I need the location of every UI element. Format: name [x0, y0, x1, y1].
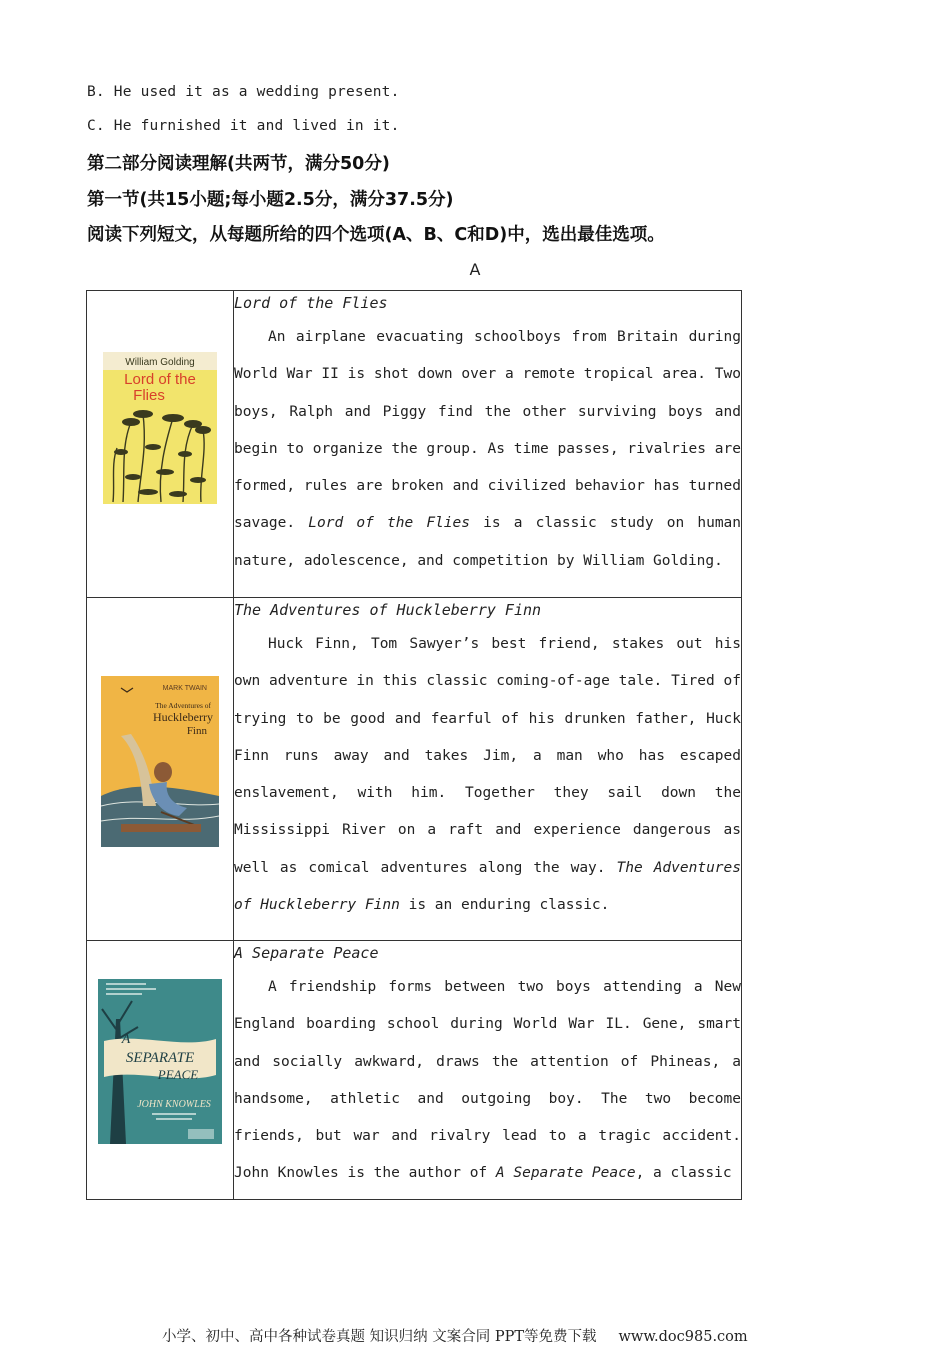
book-title: The Adventures of Huckleberry Finn [234, 601, 542, 619]
book-title: Lord of the Flies [234, 294, 388, 312]
option-c: C. He furnished it and lived in it. [87, 118, 400, 134]
page-footer [162, 1325, 748, 1346]
book-row [87, 291, 742, 598]
book-description: An airplane evacuating schoolboys from Britain during World War II is shot down over a remote tropical area. Two boys, Ralph and Piggy find the other surviving boys and begin to organize the group. As time passes, rivalries are formed, rules are broken and civilized behavior has turned savage. Lord of the Flies is a classic study on human nature, adolescence, and competition by William Golding. [234, 329, 742, 569]
passage-letter: A [469, 260, 481, 279]
svg-text:Finn: Finn [186, 725, 207, 737]
a-separate-peace-cover-image [98, 979, 222, 1144]
book-text-cell [234, 941, 742, 1200]
book-text-cell [234, 598, 742, 941]
svg-text:The Adventures of: The Adventures of [155, 701, 211, 710]
option-b: B. He used it as a wedding present. [87, 84, 400, 100]
huckleberry-finn-cover-image [101, 676, 219, 847]
svg-text:Flies: Flies [133, 387, 165, 404]
cover-cell [87, 291, 234, 598]
cover-cell [87, 941, 234, 1200]
svg-text:A: A [121, 1032, 131, 1047]
book-row [87, 941, 742, 1200]
footer-url[interactable]: www.doc985.com [618, 1329, 748, 1345]
book-title: A Separate Peace [234, 944, 379, 962]
svg-text:William Golding: William Golding [125, 357, 195, 368]
svg-text:JOHN KNOWLES: JOHN KNOWLES [137, 1099, 211, 1110]
svg-text:SEPARATE: SEPARATE [125, 1050, 195, 1066]
book-description: A friendship forms between two boys attending a New England boarding school during World War IL. Gene, smart and socially awkward, draws the attention of Phineas, a handsome, athletic and outgoing boy. The two become friends, but war and rivalry lead to a tragic accident. John Knowles is the author of A Separate Peace, a classic [234, 979, 741, 1182]
books-table [86, 290, 742, 1200]
part-heading: 第二部分阅读理解(共两节，满分50分) [87, 154, 390, 174]
instruction-heading: 阅读下列短文，从每题所给的四个选项(A、B、C和D)中，选出最佳选项。 [87, 225, 665, 245]
section-heading: 第一节(共15小题;每小题2.5分，满分37.5分) [87, 190, 454, 210]
cover-cell [87, 598, 234, 941]
svg-text:PEACE: PEACE [157, 1067, 199, 1082]
book-description: Huck Finn, Tom Sawyer’s best friend, stakes out his own adventure in this classic coming-of-age tale. Tired of trying to be good and fearful of his drunken father, Huck Finn runs away and takes Jim, a man who has escaped enslavement, with him. Together they sail down the Mississippi River on a raft and experience dangerous as well as comical adventures along the way. The Adventures of Huckleberry Finn is an enduring classic. [234, 636, 741, 914]
footer-text: 小学、初中、高中各种试卷真题 知识归纳 文案合同 PPT等免费下载 [162, 1329, 597, 1345]
lord-of-the-flies-cover-image [103, 352, 217, 504]
svg-text:Huckleberry: Huckleberry [153, 710, 213, 724]
svg-text:Lord of the: Lord of the [124, 371, 196, 388]
book-row [87, 598, 742, 941]
svg-text:MARK TWAIN: MARK TWAIN [162, 685, 207, 692]
book-text-cell [234, 291, 742, 598]
